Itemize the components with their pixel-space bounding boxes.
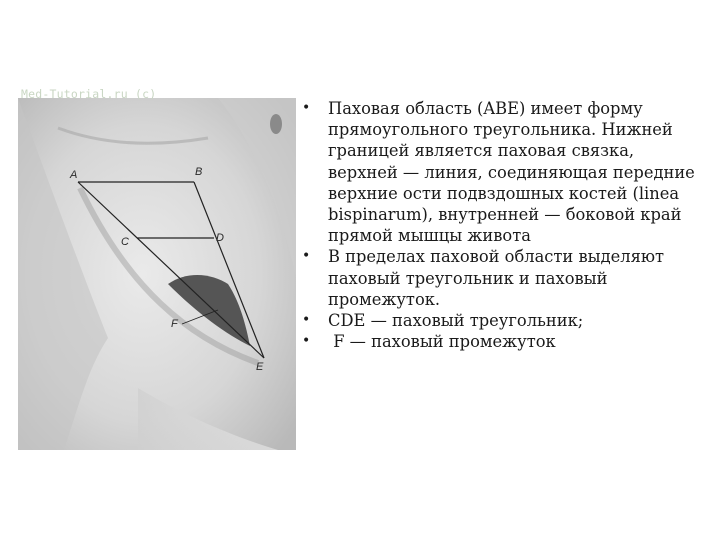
inguinal-region-drawing: [18, 88, 296, 450]
bullet-item: • Паховая область (ABE) имеет форму прямоугольного треугольника. Нижней границей является паховая связка, верхней — линия, соединяющая передние верхние ости подвздошных костей (linea bispinarum), внутренней — боковой край прямой мышцы живота: [296, 98, 696, 246]
label-b: B: [195, 166, 203, 178]
anatomy-figure: [18, 88, 296, 450]
bullet-item: • В пределах паховой области выделяют паховый треугольник и паховый промежуток.: [296, 246, 696, 310]
label-a: A: [70, 169, 78, 181]
bullet-item: • F — паховый промежуток: [296, 331, 696, 352]
label-f: F: [171, 318, 178, 330]
navel: [270, 114, 282, 134]
label-e: E: [256, 361, 264, 373]
label-c: C: [121, 236, 129, 248]
bullet-item: • CDE — паховый треугольник;: [296, 310, 696, 331]
watermark-text: Med-Tutorial.ru (c): [21, 87, 157, 101]
bullet-list: [296, 98, 696, 352]
label-d: D: [216, 232, 224, 244]
